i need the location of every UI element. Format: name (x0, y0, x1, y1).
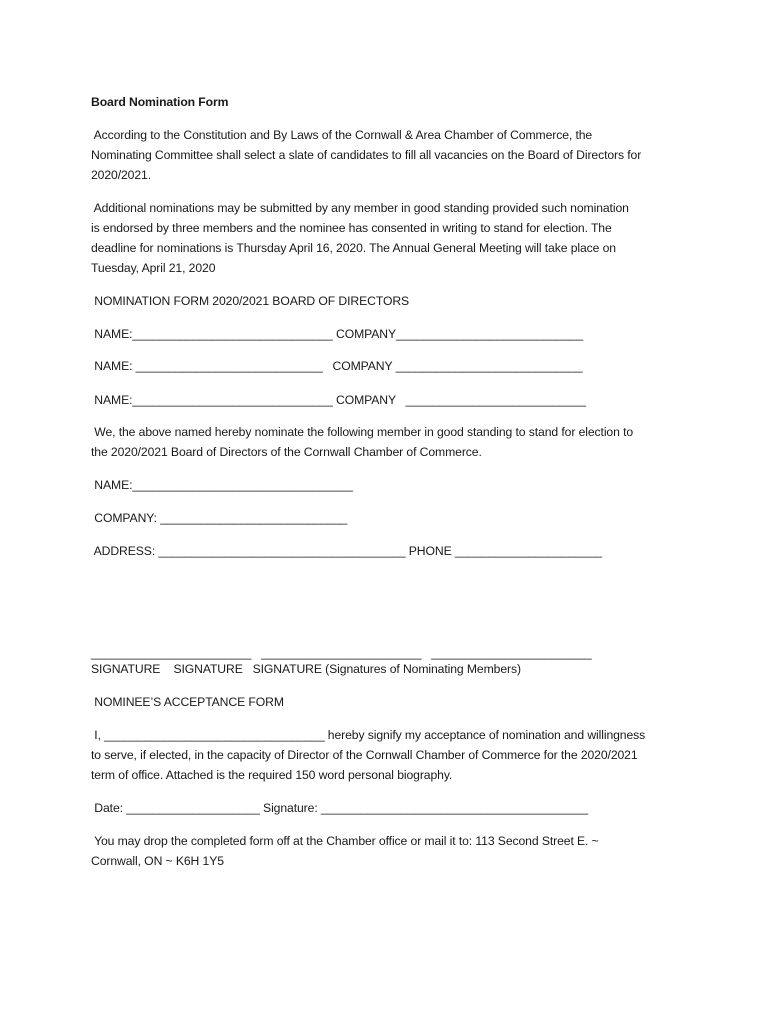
nominator-row-2: NAME: ____________________________ COMPANY ____________________________ (91, 359, 583, 373)
signature-lines: ________________________ ________________________ ________________________ (91, 646, 592, 660)
date-signature-row: Date: ____________________ Signature: ________________________________________ (91, 801, 589, 815)
nominee-name-field: NAME:_________________________________ (91, 478, 353, 492)
nomination-heading: NOMINATION FORM 2020/2021 BOARD OF DIRECTORS (91, 294, 410, 308)
acceptance-line-1: I, _________________________________ hereby signify my acceptance of nomination and willingness (91, 728, 646, 742)
intro-line-1: According to the Constitution and By Laws of the Cornwall & Area Chamber of Commerce, the (91, 128, 593, 142)
signature-labels: SIGNATURE SIGNATURE SIGNATURE (Signatures of Nominating Members) (91, 662, 521, 676)
nominate-statement-line-2: the 2020/2021 Board of Directors of the Cornwall Chamber of Commerce. (91, 445, 482, 459)
additional-line-2: is endorsed by three members and the nominee has consented in writing to stand for election. The (91, 221, 612, 235)
drop-off-line-2: Cornwall, ON ~ K6H 1Y5 (91, 854, 224, 868)
additional-line-3: deadline for nominations is Thursday April 16, 2020. The Annual General Meeting will take place on (91, 241, 616, 255)
nominee-company-field: COMPANY: ____________________________ (91, 511, 348, 525)
additional-line-4: Tuesday, April 21, 2020 (91, 261, 216, 275)
nominate-statement-line-1: We, the above named hereby nominate the following member in good standing to stand for election to (91, 425, 634, 439)
drop-off-line-1: You may drop the completed form off at the Chamber office or mail it to: 113 Second Street E. ~ (91, 834, 599, 848)
acceptance-heading: NOMINEE’S ACCEPTANCE FORM (91, 695, 284, 709)
intro-line-2: Nominating Committee shall select a slate of candidates to fill all vacancies on the Board of Directors for (91, 148, 642, 162)
acceptance-line-2: to serve, if elected, in the capacity of Director of the Cornwall Chamber of Commerce for the 2020/2021 (91, 748, 638, 762)
intro-line-3: 2020/2021. (91, 168, 151, 182)
nominee-address-phone-field: ADDRESS: _____________________________________ PHONE ______________________ (91, 544, 602, 558)
additional-line-1: Additional nominations may be submitted by any member in good standing provided such nomination (91, 201, 629, 215)
form-title: Board Nomination Form (91, 95, 229, 109)
nominator-row-3: NAME:______________________________ COMPANY ___________________________ (91, 393, 586, 407)
nominator-row-1: NAME:______________________________ COMPANY____________________________ (91, 327, 584, 341)
acceptance-line-3: term of office. Attached is the required 150 word personal biography. (91, 768, 453, 782)
